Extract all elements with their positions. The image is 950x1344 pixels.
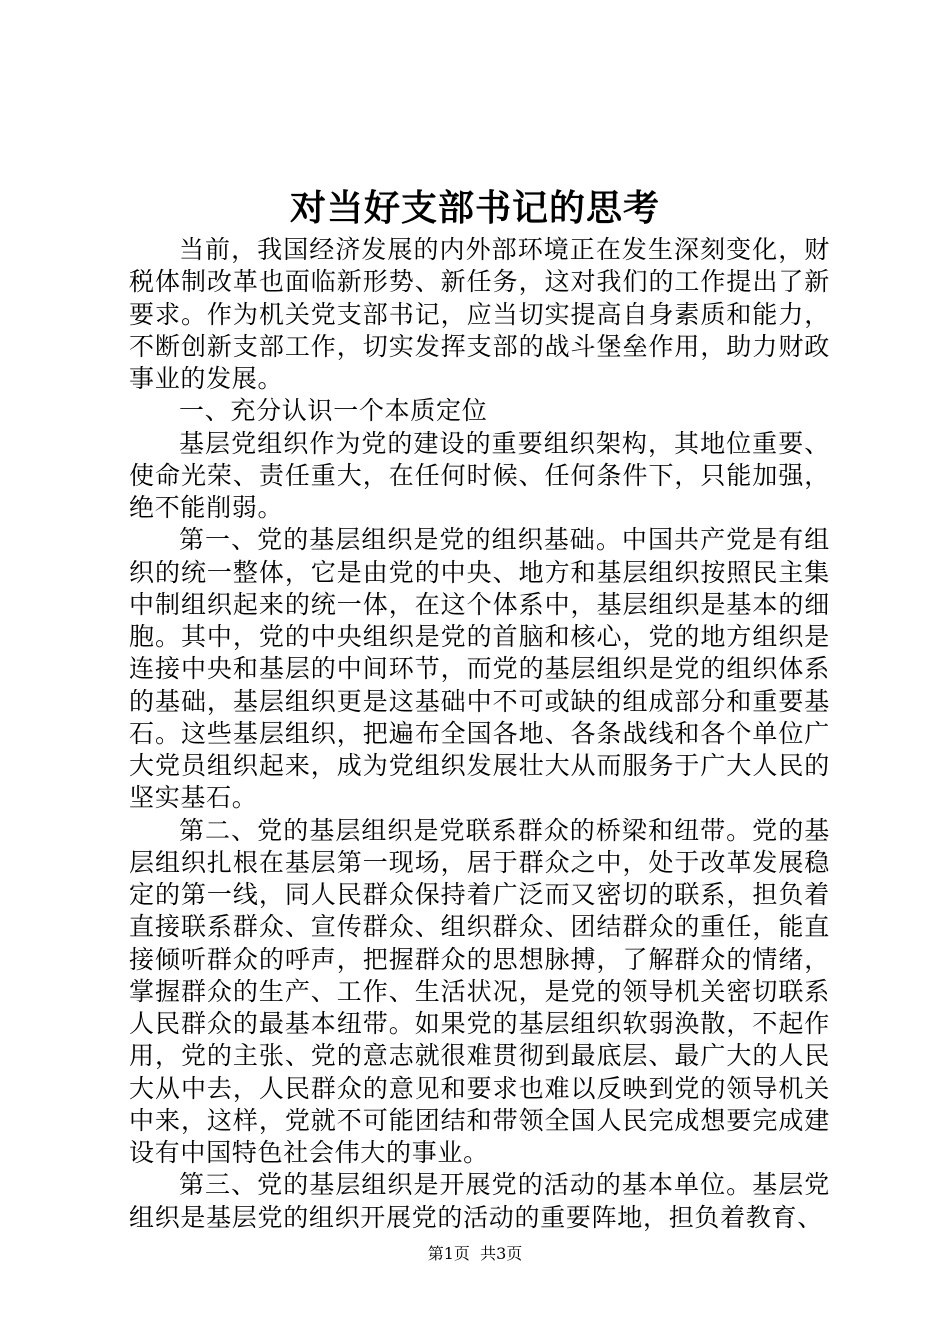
document-title: 对当好支部书记的思考 [289,187,660,229]
paragraph-intro: 当前，我国经济发展的内外部环境正在发生深刻变化，财税体制改革也面临新形势、新任务，这对我们的工作提出了新要求。作为机关党支部书记，应当切实提高自身素质和能力，不断创新支部工作，切实发挥支部的战斗堡垒作用，助力财政事业的发展。 [129,235,830,393]
page-footer [0,1242,950,1266]
paragraph-basic-role: 基层党组织作为党的建设的重要组织架构，其地位重要、使命光荣、责任重大，在任何时候、任何条件下，只能加强，绝不能削弱。 [129,428,830,522]
page-number: 第1页 [427,1244,470,1263]
page-total: 共3页 [480,1244,523,1263]
paragraph-first-point: 第一、党的基层组织是党的组织基础。中国共产党是有组织的统一整体，它是由党的中央、地方和基层组织按照民主集中制组织起来的统一体，在这个体系中，基层组织是基本的细胞。其中，党的中央组织是党的首脑和核心，党的地方组织是连接中央和基层的中间环节，而党的基层组织是党的组织体系的基础，基层组织更是这基础中不可或缺的组成部分和重要基石。这些基层组织，把遍布全国各地、各条战线和各个单位广大党员组织起来，成为党组织发展壮大从而服务于广大人民的坚实基石。 [129,525,830,813]
footer-separator [470,1244,480,1263]
paragraph-second-point: 第二、党的基层组织是党联系群众的桥梁和纽带。党的基层组织扎根在基层第一现场，居于群众之中，处于改革发展稳定的第一线，同人民群众保持着广泛而又密切的联系，担负着直接联系群众、宣传群众、组织群众、团结群众的重任，能直接倾听群众的呼声，把握群众的思想脉搏，了解群众的情绪，掌握群众的生产、工作、生活状况，是党的领导机关密切联系人民群众的最基本纽带。如果党的基层组织软弱涣散，不起作用，党的主张、党的意志就很难贯彻到最底层、最广大的人民大从中去，人民群众的意见和要求也难以反映到党的领导机关中来，这样，党就不可能团结和带领全国人民完成想要完成建设有中国特色社会伟大的事业。 [129,815,830,1167]
paragraph-third-point: 第三、党的基层组织是开展党的活动的基本单位。基层党组织是基层党的组织开展党的活动的重要阵地，担负着教育、 [129,1170,830,1232]
section-heading-1: 一、充分认识一个本质定位 [179,396,488,426]
document-body [129,234,830,1234]
